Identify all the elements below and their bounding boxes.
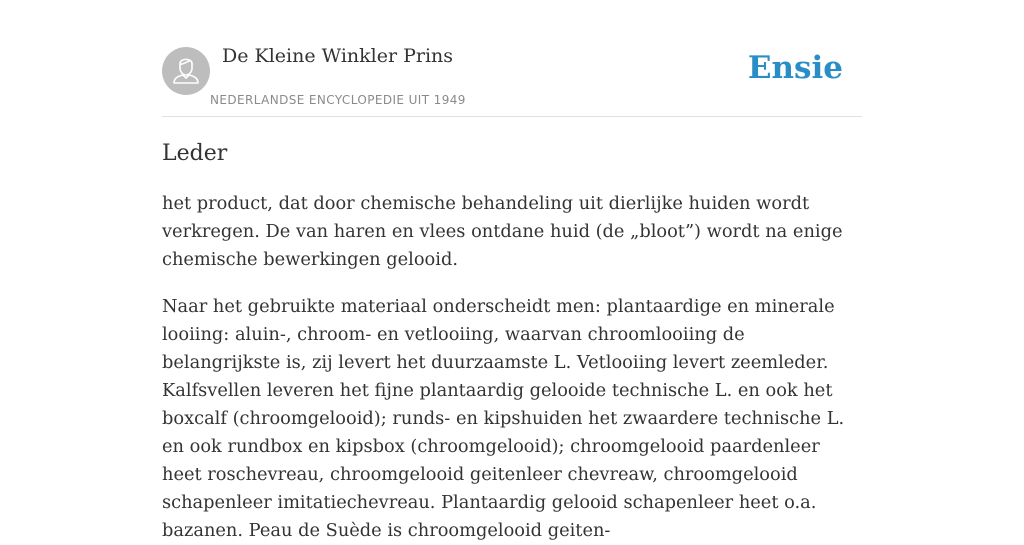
source-subtitle: NEDERLANDSE ENCYCLOPEDIE UIT 1949 bbox=[210, 93, 466, 107]
avatar[interactable] bbox=[162, 47, 210, 95]
entry-title: Leder bbox=[162, 141, 228, 166]
entry-paragraph: het product, dat door chemische behandeling uit dierlijke huiden wordt verkregen. De van haren en vlees ontdane huid (de „bloot”) wordt na enige chemische bewerkingen gelooid. bbox=[162, 193, 843, 270]
entry-paragraph: Naar het gebruikte materiaal onderscheidt men: plantaardige en minerale looiing: aluin-, chroom- en vetlooiing, waarvan chroomlooiing de belangrijkste is, zij levert het duurzaamste L. Vetlooiing levert zeemleder. Kalfsvellen leveren het fijne plantaardig gelooide technische L. en ook het boxcalf (chroomgelooid); runds- en kipshuiden het zwaardere technische L. en ook rundbox en kipsbox (chroomgelooid); chroomgelooid paardenleer heet roschevreau, chroomgelooid geitenleer chevreaw, chroomgelooid schapenleer imitatiechevreau. Plantaardig gelooid schapenleer heet o.a. bazanen. Peau de Suède is chroomgelooid geiten- bbox=[162, 296, 845, 541]
source-header bbox=[162, 0, 862, 117]
source-title[interactable]: De Kleine Winkler Prins bbox=[222, 45, 454, 67]
document-page bbox=[162, 0, 862, 545]
user-icon bbox=[162, 47, 210, 95]
ensie-logo[interactable]: Ensie bbox=[747, 50, 843, 86]
